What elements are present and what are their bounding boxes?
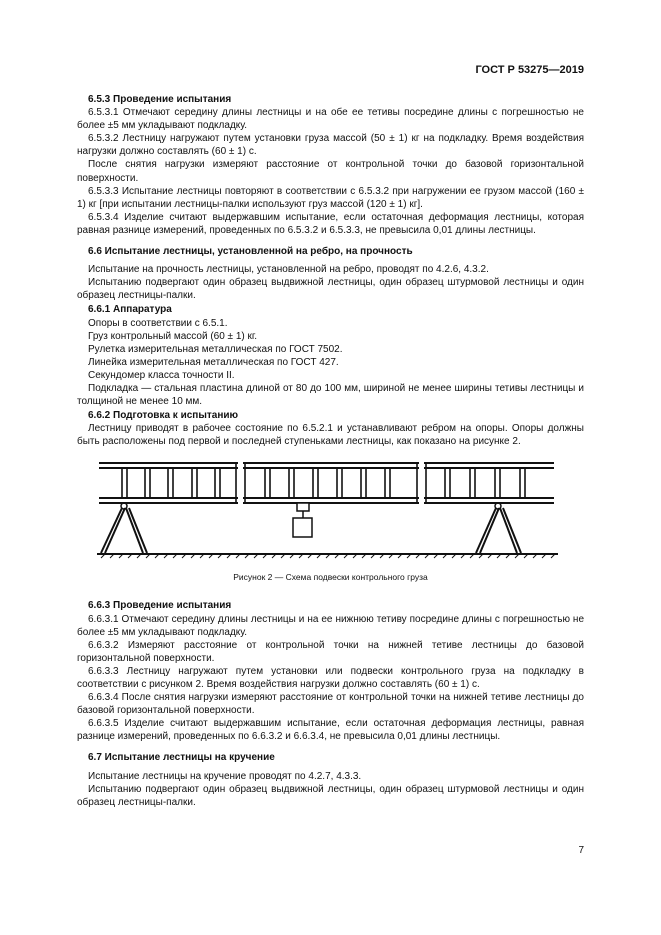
section-title-6-6-1: 6.6.1 Аппаратура <box>88 304 172 316</box>
paragraph-6-5-3-1: 6.5.3.1 Отмечают середину длины лестницы и на обе ее тетивы посредине длины с погрешностью не более ±5 мм укладывают подкладку. <box>77 107 584 132</box>
section-title-6-6: 6.6 Испытание лестницы, установленной на ребро, на прочность <box>88 246 413 258</box>
control-load <box>293 503 312 537</box>
paragraph-6-6-3-1: 6.6.3.1 Отмечают середину длины лестницы и на ее нижнюю тетиву посредине длины с погрешностью не более ±5 мм укладывают подкладку. <box>77 613 584 638</box>
page-number: 7 <box>578 845 584 856</box>
equipment-item: Секундомер класса точности II. <box>88 369 235 381</box>
left-support <box>101 503 147 553</box>
paragraph-6-5-3-3: 6.5.3.3 Испытание лестницы повторяют в соответствии с 6.5.3.2 при нагружении ее грузом массой (160 ± 1) кг [при испытании лестницы-палки используют груз массой (120 ± 1) кг]. <box>77 185 584 210</box>
section-title-6-6-3: 6.6.3 Проведение испытания <box>88 600 232 612</box>
right-support <box>476 503 521 553</box>
paragraph-6-6-2: Испытанию подвергают один образец выдвижной лестницы, один образец штурмовой лестницы и один образец лестницы-палки. <box>77 277 584 302</box>
paragraph-6-6-3-2: 6.6.3.2 Измеряют расстояние от контрольной точки на нижней тетиве лестницы до базовой горизонтальной поверхности. <box>77 639 584 664</box>
paragraph-6-5-3-2: 6.5.3.2 Лестницу нагружают путем установки груза массой (50 ± 1) кг на подкладку. Время воздействия нагрузки должно составлять (60 ± 1) с. <box>77 133 584 158</box>
paragraph-6-7-1: Испытание лестницы на кручение проводят по 4.2.7, 4.3.3. <box>88 770 362 782</box>
standard-number: ГОСТ Р 53275—2019 <box>475 64 584 76</box>
paragraph-6-6-2-1: Лестницу приводят в рабочее состояние по 6.5.2.1 и устанавливают ребром на опоры. Опоры должны быть расположены под первой и последней ступеньками лестницы, как показано на рисунке 2. <box>77 423 584 448</box>
ladder-diagram <box>75 461 586 567</box>
ground-surface <box>97 554 558 558</box>
paragraph-6-6-3-4: 6.6.3.4 После снятия нагрузки измеряют расстояние от контрольной точки на нижней тетиве лестницы до базовой горизонтальной поверхности. <box>77 692 584 717</box>
equipment-item: Линейка измерительная металлическая по ГОСТ 427. <box>88 356 339 368</box>
figure-ladder-load-scheme <box>75 461 584 567</box>
section-title-6-6-2: 6.6.2 Подготовка к испытанию <box>88 410 239 422</box>
figure-caption: Рисунок 2 — Схема подвески контрольного груза <box>233 572 428 583</box>
paragraph-6-5-3-4: 6.5.3.4 Изделие считают выдержавшим испытание, если остаточная деформация лестницы, которая равная разнице измерений, проведенных по 6.5.3.2 и 6.5.3.3, не превысила 0,01 длины лестницы. <box>77 211 584 236</box>
paragraph-6-6-1: Испытание на прочность лестницы, установленной на ребро, проводят по 4.2.6, 4.3.2. <box>88 264 489 276</box>
equipment-item: Груз контрольный массой (60 ± 1) кг. <box>88 330 258 342</box>
paragraph-6-6-3-5: 6.6.3.5 Изделие считают выдержавшим испытание, если остаточная деформация лестницы, равная разнице измерений, проведенных по 6.6.3.2 и 6.6.3.4, не превысила 0,01 длины лестницы. <box>77 718 584 743</box>
paragraph-6-5-3-2-cont: После снятия нагрузки измеряют расстояние от контрольной точки до базовой горизонтальной поверхности. <box>77 159 584 184</box>
section-title-6-5-3: 6.5.3 Проведение испытания <box>88 94 232 105</box>
paragraph-6-6-3-3: 6.6.3.3 Лестницу нагружают путем установки или подвески контрольного груза на подкладку в соответствии с рисунком 2. Время воздействия нагрузки должно составлять (60 ± 1) с. <box>77 665 584 690</box>
equipment-item: Подкладка — стальная пластина длиной от 80 до 100 мм, шириной не менее ширины тетивы лестницы и толщиной не менее 10 мм. <box>77 382 584 408</box>
section-title-6-7: 6.7 Испытание лестницы на кручение <box>88 752 275 764</box>
document-body <box>77 92 584 809</box>
paragraph-6-7-2: Испытанию подвергают один образец выдвижной лестницы, один образец штурмовой лестницы и один образец лестницы-палки. <box>77 783 584 808</box>
equipment-item: Рулетка измерительная металлическая по ГОСТ 7502. <box>88 343 343 355</box>
equipment-item: Опоры в соответствии с 6.5.1. <box>88 317 228 329</box>
